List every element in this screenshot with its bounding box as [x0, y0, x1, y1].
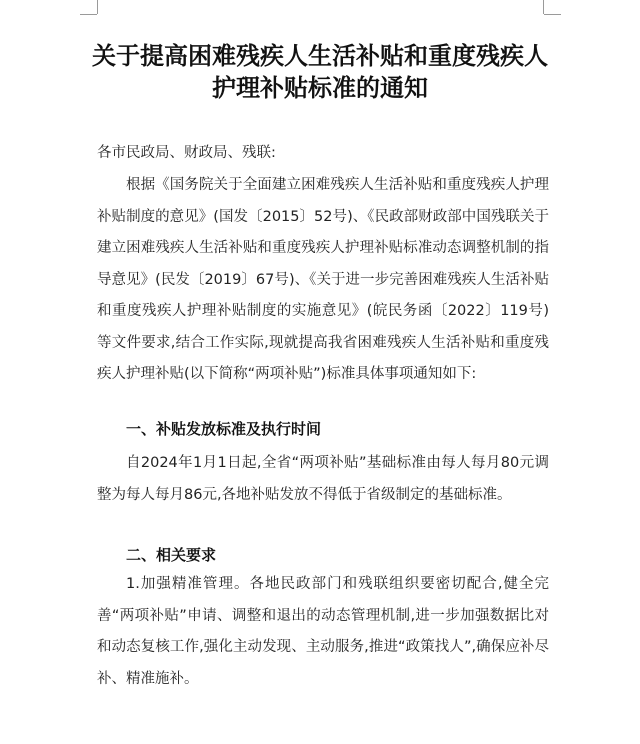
crop-mark-top-right-horizontal: [544, 14, 561, 15]
paragraph-requirements-1: 1.加强精准管理。各地民政部门和残联组织要密切配合,健全完善“两项补贴”申请、调整和退出的动态管理机制,进一步加强数据比对和动态复核工作,强化主动发现、主动服务,推进“政策找人”,确保应补尽补、精准施补。: [97, 576, 549, 687]
document-title-line-1: 关于提高困难残疾人生活补贴和重度残疾人: [92, 41, 548, 70]
paragraph-subsidy-standard: 自2024年1月1日起,全省“两项补贴”基础标准由每人每月80元调整为每人每月86元,各地补贴发放不得低于省级制定的基础标准。: [97, 455, 549, 503]
paragraph-intro: 根据《国务院关于全面建立困难残疾人生活补贴和重度残疾人护理补贴制度的意见》(国发〔2015〕52号)、《民政部财政部中国残联关于建立困难残疾人生活补贴和重度残疾人护理补贴标准动态调整机制的指导意见》(民发〔2019〕67号)、《关于进一步完善困难残疾人生活补贴和重度残疾人护理补贴制度的实施意见》(皖民务函〔2022〕119号)等文件要求,结合工作实际,现就提高我省困难残疾人生活补贴和重度残疾人护理补贴(以下简称“两项补贴”)标准具体事项通知如下:: [97, 177, 549, 382]
section-heading-2: 二、相关要求: [126, 546, 217, 564]
crop-mark-top-left-horizontal: [80, 14, 97, 15]
section-heading-1: 一、补贴发放标准及执行时间: [126, 420, 322, 438]
crop-mark-top-right-vertical: [543, 0, 544, 14]
crop-mark-top-left-vertical: [97, 0, 98, 14]
salutation: 各市民政局、财政局、残联:: [97, 145, 276, 161]
document-title-line-2: 护理补贴标准的通知: [212, 73, 428, 102]
